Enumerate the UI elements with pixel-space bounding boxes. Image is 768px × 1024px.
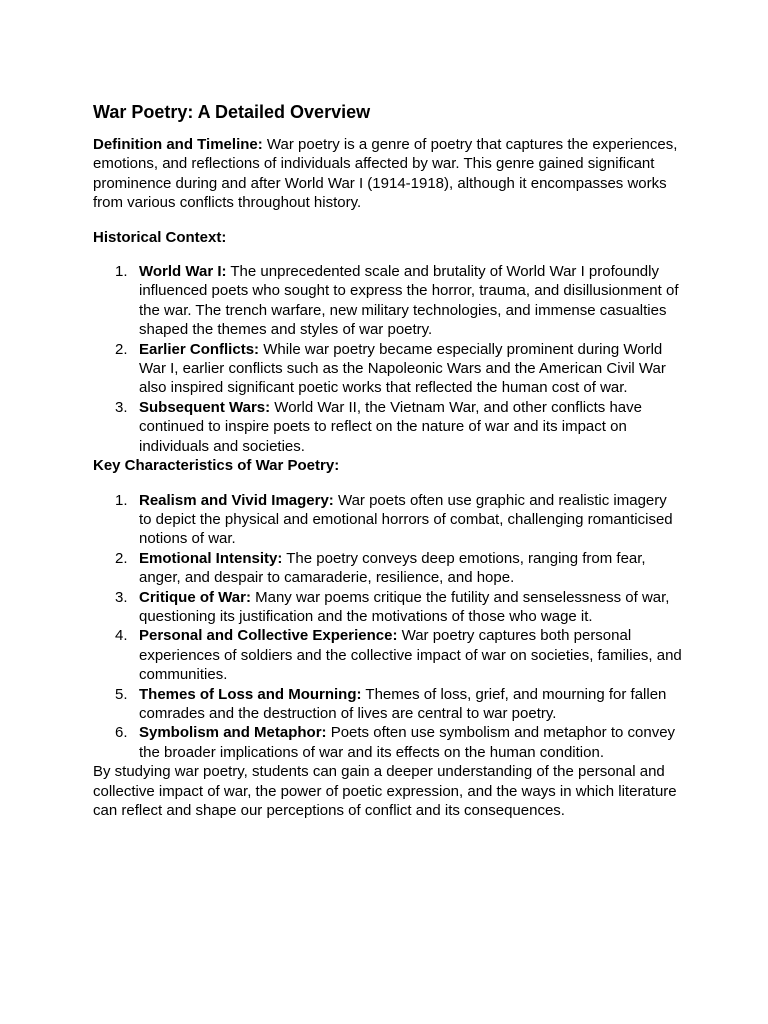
list-item-text: While war poetry became especially prominent during World War I, earlier conflicts such as the Napoleonic Wars and the American Civil War also inspired significant poetic works that reflected the human cost of war. [139,340,666,397]
list-item [93,588,683,627]
key-characteristics-heading: Key Characteristics of War Poetry: [93,457,340,475]
list-item-lead: Personal and Collective Experience: [139,627,398,645]
list-item-number: 4. [115,627,128,645]
list-item [93,262,683,340]
key-characteristics-list [93,491,683,763]
list-item-number: 3. [115,588,128,606]
list-item-number: 1. [115,491,128,509]
list-item-lead: Earlier Conflicts: [139,340,260,358]
list-item-number: 1. [115,263,128,281]
list-item [93,398,683,456]
list-item-number: 2. [115,340,128,358]
intro-text: War poetry is a genre of poetry that captures the experiences, emotions, and reflections of individuals affected by war. This genre gained significant prominence during and after World War I (1914-1918), although it encompasses works from various conflicts throughout history. [93,136,678,212]
list-item-lead: World War I: [139,263,227,281]
list-item-lead: Emotional Intensity: [139,549,283,567]
intro-paragraph [93,135,683,213]
historical-context-heading: Historical Context: [93,228,227,246]
list-item-text: The unprecedented scale and brutality of World War I profoundly influenced poets who sought to express the horror, trauma, and disillusionment of the war. The trench warfare, new military technologies, and immense casualties shaped the themes and styles of war poetry. [139,263,679,339]
list-item-lead: Realism and Vivid Imagery: [139,491,334,509]
list-item [93,626,683,684]
list-item-text: Many war poems critique the futility and senselessness of war, questioning its justification and the motivations of those who wage it. [139,588,670,625]
list-item-text: Poets often use symbolism and metaphor to convey the broader implications of war and its effects on the human condition. [139,724,676,761]
list-item-text: War poetry captures both personal experiences of soldiers and the collective impact of war on societies, families, and communities. [139,627,682,684]
list-item-number: 3. [115,398,128,416]
list-item [93,723,683,762]
list-item-text: Themes of loss, grief, and mourning for fallen comrades and the destruction of lives are central to war poetry. [139,685,667,722]
list-item [93,491,683,549]
list-item [93,685,683,724]
list-item-text: World War II, the Vietnam War, and other conflicts have continued to inspire poets to reflect on the nature of war and its impact on individuals and societies. [139,398,642,455]
list-item-lead: Symbolism and Metaphor: [139,724,327,742]
list-item-lead: Subsequent Wars: [139,398,271,416]
list-item-lead: Critique of War: [139,588,251,606]
conclusion-paragraph: By studying war poetry, students can gain a deeper understanding of the personal and collective impact of war, the power of poetic expression, and the ways in which literature can reflect and shape our perceptions of conflict and its consequences. [93,763,677,819]
list-item-text: War poets often use graphic and realistic imagery to depict the physical and emotional horrors of combat, challenging romanticised notions of war. [139,491,673,548]
list-item [93,340,683,398]
historical-context-list [93,262,683,456]
document-title: War Poetry: A Detailed Overview [93,102,371,122]
list-item [93,549,683,588]
intro-lead: Definition and Timeline: [93,136,263,153]
list-item-number: 2. [115,549,128,567]
list-item-number: 5. [115,685,128,703]
list-item-text: The poetry conveys deep emotions, ranging from fear, anger, and despair to camaraderie, resilience, and hope. [139,549,646,587]
list-item-lead: Themes of Loss and Mourning: [139,685,362,703]
list-item-number: 6. [115,724,128,742]
document-page [93,101,683,820]
